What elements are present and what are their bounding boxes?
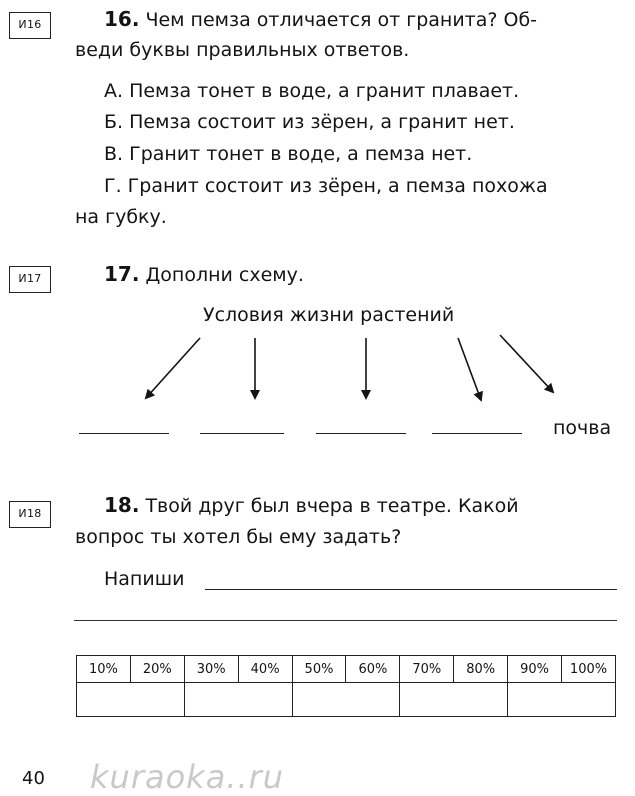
page-number: 40 bbox=[22, 768, 45, 789]
question-text: Твой друг был вчера в театре. Какой bbox=[145, 495, 519, 517]
answer-option-b[interactable]: Б. Пемза состоит из зёрен, а гранит нет. bbox=[104, 111, 515, 133]
scheme-arrow-1 bbox=[146, 338, 200, 398]
write-label: Напиши bbox=[104, 568, 185, 590]
answer-line-2[interactable] bbox=[74, 620, 617, 621]
scale-cell: 10% bbox=[77, 656, 131, 683]
answer-option-a[interactable]: А. Пемза тонет в воде, а гранит плавает. bbox=[104, 80, 520, 102]
scheme-blank-3[interactable] bbox=[316, 433, 406, 434]
scale-cell: 70% bbox=[400, 656, 454, 683]
answer-line-1[interactable] bbox=[205, 589, 617, 590]
answer-option-g[interactable]: Г. Гранит состоит из зёрен, а пемза похожа bbox=[104, 175, 548, 197]
question-text: Чем пемза отличается от гранита? Об- bbox=[145, 9, 538, 31]
answer-option-g-continued: на губку. bbox=[75, 206, 167, 228]
question-number: 18. bbox=[104, 493, 140, 517]
scale-cell: 20% bbox=[130, 656, 184, 683]
self-assessment-scale bbox=[76, 655, 616, 717]
question-number: 16. bbox=[104, 7, 140, 31]
scheme-blank-2[interactable] bbox=[200, 433, 284, 434]
scheme-arrow-4 bbox=[458, 338, 481, 400]
scheme-arrow-5 bbox=[500, 335, 553, 392]
scale-fill-cell[interactable] bbox=[508, 683, 616, 717]
scale-fill-cell[interactable] bbox=[292, 683, 400, 717]
scale-cell: 80% bbox=[454, 656, 508, 683]
scale-cell: 90% bbox=[508, 656, 562, 683]
scheme-title: Условия жизни растений bbox=[203, 304, 455, 326]
scale-cell: 60% bbox=[346, 656, 400, 683]
task-code-box: И16 bbox=[9, 12, 51, 39]
scale-cell: 100% bbox=[562, 656, 616, 683]
question-number: 17. bbox=[104, 262, 140, 286]
scale-fill-cell[interactable] bbox=[77, 683, 185, 717]
question-16-line2: веди буквы правильных ответов. bbox=[75, 39, 410, 61]
scale-cell: 50% bbox=[292, 656, 346, 683]
question-18-line2: вопрос ты хотел бы ему задать? bbox=[75, 526, 402, 548]
scheme-blank-1[interactable] bbox=[79, 433, 169, 434]
question-18-line1 bbox=[104, 493, 519, 518]
watermark: kuraoka..ru bbox=[90, 758, 285, 796]
scheme-blank-4[interactable] bbox=[432, 433, 522, 434]
scale-cell: 30% bbox=[184, 656, 238, 683]
scale-fill-cell[interactable] bbox=[400, 683, 508, 717]
scale-fill-cell[interactable] bbox=[184, 683, 292, 717]
answer-option-v[interactable]: В. Гранит тонет в воде, а пемза нет. bbox=[104, 143, 473, 165]
question-text: Дополни схему. bbox=[145, 264, 304, 286]
scale-cell: 40% bbox=[238, 656, 292, 683]
task-code-box: И17 bbox=[9, 266, 51, 293]
task-code-box: И18 bbox=[9, 501, 51, 528]
scheme-item-soil: почва bbox=[553, 417, 612, 439]
